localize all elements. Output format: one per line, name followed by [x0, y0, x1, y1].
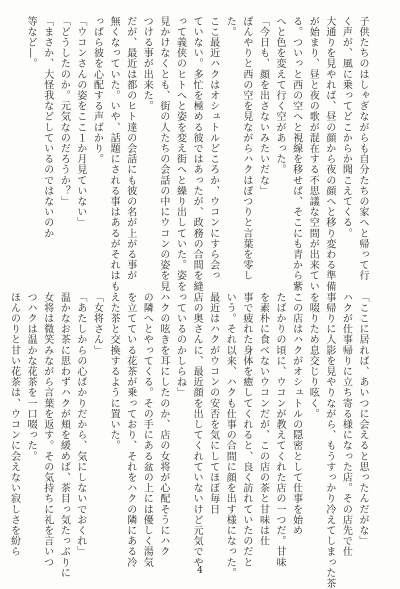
- text-line: えた茶と交換するように置いた。: [108, 292, 120, 451]
- text-line: を素朴に食べないウコンだが、この店の茶と甘味は仕: [257, 292, 269, 547]
- text-line: つハクは温かな花茶を一口啜った。: [25, 292, 37, 462]
- text-line: の隣へとやってくる。その手にある盆の上には優しく湯気: [141, 292, 153, 568]
- text-line: く声が、風に乗ってどこからか聞こえてくる。: [340, 16, 352, 239]
- text-line: ハクが仕事帰りに立ち寄る様になった店。その店先で仕: [340, 292, 352, 557]
- text-line: って義侠のヒトへと姿を変え街へと繰り出していた。姿を: [174, 16, 186, 292]
- text-line: が始まり、昼と夜の歌が混在する不思議な空間が出来てい: [307, 16, 319, 292]
- text-line: 「女将さん」: [91, 292, 103, 356]
- text-line: を立てている花茶が乗っており、それをハクの隣にある冷: [124, 292, 136, 568]
- text-line: ハクの呟きを耳にしたのか、店の女将が心配そうにハク: [157, 292, 169, 557]
- text-line: 「どうしたのか。元気なのだろうか？」: [58, 16, 70, 207]
- text-line: を啜りため息交じり呟く。: [307, 292, 319, 420]
- text-line: 無くなっていた。いや、話題にされる事はあるがそれはも: [108, 16, 120, 292]
- text-line: る。ついっと西の空へと視線を移せば、そこにも青から紫: [290, 16, 302, 292]
- text-line: 「ここに居れば、あいつに会えると思ったんだがな」: [357, 292, 368, 547]
- text-line: 女将は微笑みながら言葉を返す。その気持ちに礼を言いつ: [41, 292, 53, 568]
- text-line: っぱら彼を心配する声ばかり。: [91, 16, 103, 165]
- text-line: 最近はハクがウコンの安否を気にしてほぼ毎日: [207, 292, 219, 515]
- lower-text-block: [8, 292, 370, 589]
- text-line: へと色を変えて行く空があった。: [274, 16, 286, 175]
- text-line: つける事が出来た。: [141, 16, 153, 112]
- text-line: 店の奥さんに、最近顔を出してくれていないけど元気でや: [191, 292, 203, 568]
- text-line: 見かけなくとも、街の人たちの会話の中にウコンの姿を見: [157, 16, 169, 292]
- text-line: 大通りを見やれば、昼の顔から夜の顔へと移り変わる準備: [323, 16, 335, 292]
- page-number: 4: [197, 566, 203, 576]
- text-line: っているのかしらね」: [174, 292, 186, 398]
- text-line: 事で疲れた身体を癒してくれると、良く訪れていたのだと: [240, 292, 252, 568]
- text-line: ここ最近ハクはオシュトルどころか、ウコンにすら会っ: [207, 16, 219, 281]
- text-line: 「ウコンさんの姿をここ１か月見ていない」: [74, 16, 86, 228]
- text-line: 等など―。: [25, 16, 37, 69]
- text-line: ほんのりと甘い花茶は、ウコンに会えない寂しさを紛ら: [8, 292, 20, 557]
- upper-text-block: [22, 16, 370, 292]
- text-line: 子供たちのはしゃぎながらも自分たちの家へと帰って行: [357, 16, 368, 281]
- text-line: たばかりの頃に、ウコンが教えてくれた店の一つだ。甘味: [274, 292, 286, 568]
- text-line: 事帰りに人影を見やりながら、もうすっかり冷えてしまった茶: [323, 292, 335, 589]
- text-line: 「今日も、顔を出さないみたいだな」: [257, 16, 269, 197]
- text-line: ていない。多忙を極める彼ではあったが、政務の合間を縫: [191, 16, 203, 292]
- text-line: いう。それ以来、ハクも仕事の合間に顔を出す様になった。: [224, 292, 236, 579]
- text-line: この店はハクがオシュトルの隠密として仕事を始め: [290, 292, 302, 536]
- text-line: 温かなお茶に思わずハクが頬を緩めば、茶目っ気たっぷりに: [58, 292, 70, 579]
- text-line: だが、最近は都のヒト達の会話にも彼の名が上がる事が: [124, 16, 136, 281]
- text-line: 「あたしからの心ばかりだから、気にしないでおくれ」: [74, 292, 86, 557]
- text-line: 「まさか、大怪我などしているのではないのか: [41, 16, 53, 239]
- text-line: ぽんやりと西の空を見ながらハクはぽつりと言葉を零し: [240, 16, 252, 281]
- text-line: た。: [224, 16, 236, 38]
